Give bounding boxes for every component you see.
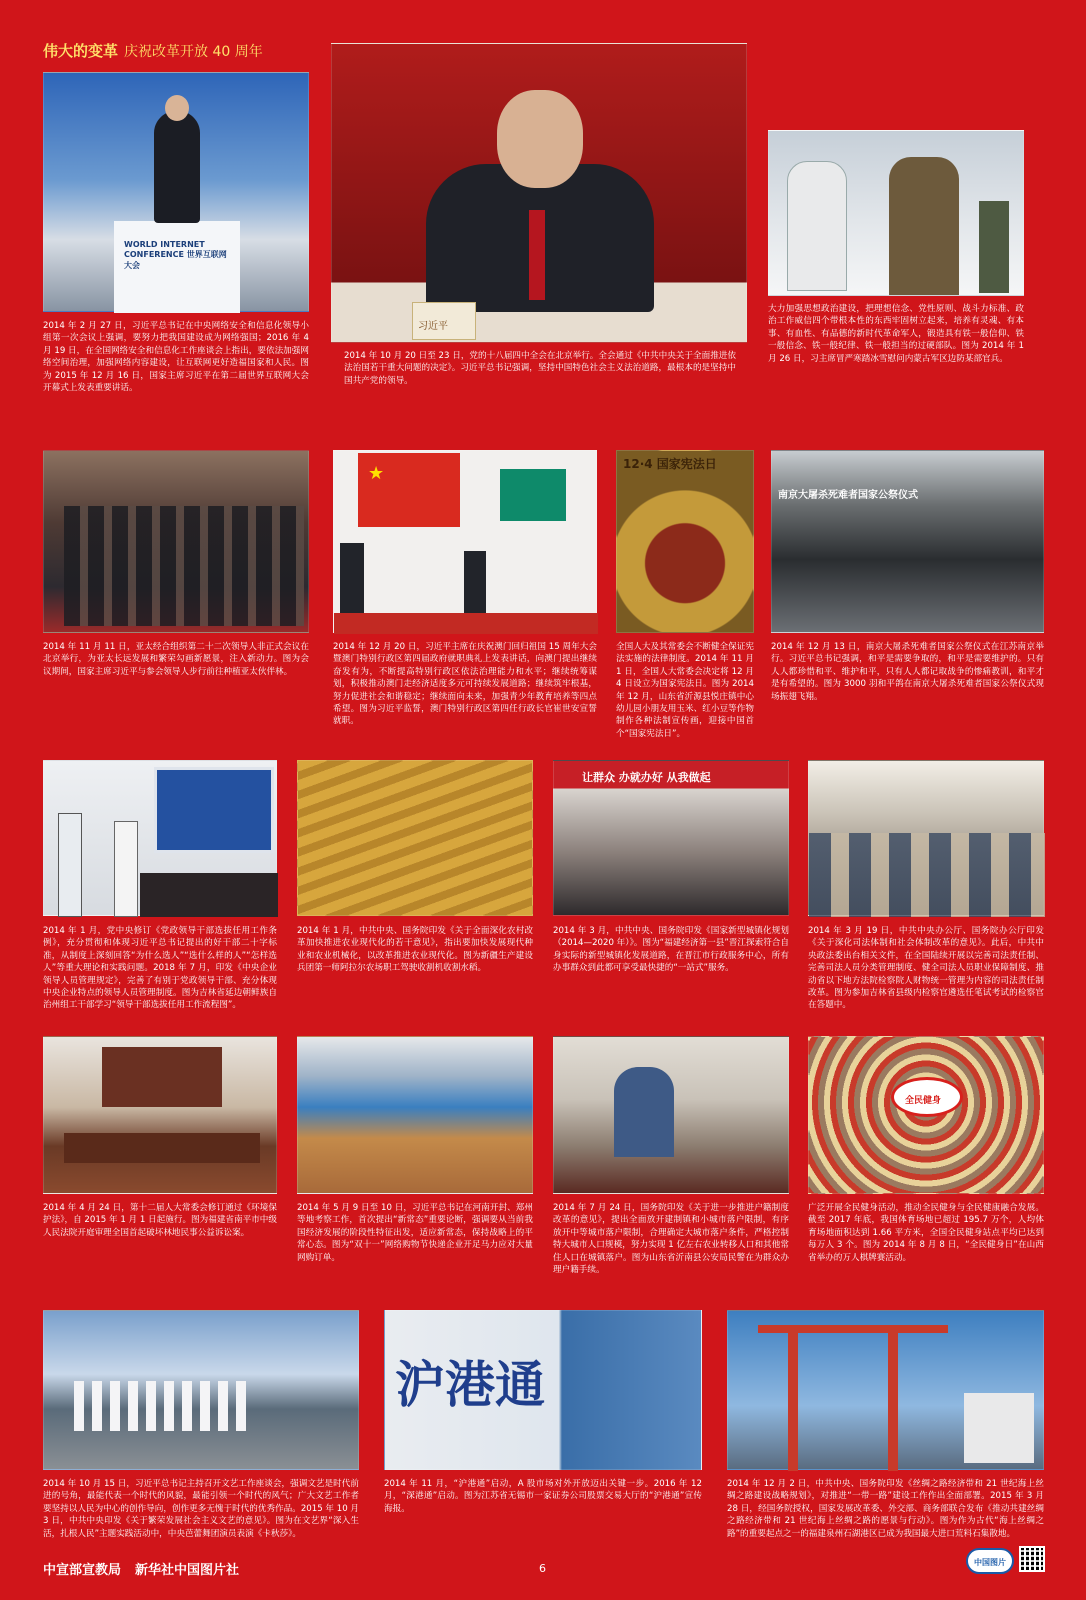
page-title: 伟大的变革 xyxy=(43,42,119,60)
caption-nanjing: 2014 年 12 月 13 日，南京大屠杀死难者国家公祭仪式在江苏南京举行。习近平总书记强调，和平是需要争取的，和平是需要维护的。只有人人都珍惜和平、维护和平，只有人人都记取战争的惨痛教训，和平才是有希望的。图为 3000 羽和平鸽在南京大屠杀死难者国家公祭仪式现场振翅飞翔。 xyxy=(771,642,1044,702)
page-number: 6 xyxy=(539,1562,546,1575)
photo-service-center xyxy=(553,760,789,916)
page-header xyxy=(43,40,263,61)
caption-agriculture: 2014 年 1 月，中共中央、国务院印发《关于全面深化农村改革加快推进农业现代化的若干意见》，指出要加快发展现代种业和农业机械化，以改革推进农业现代化。图为新疆生产建设兵团第一师阿拉尔农场职工驾驶收割机收割水稻。 xyxy=(297,926,533,974)
caption-internet: 2014 年 2 月 27 日，习近平总书记在中央网络安全和信息化领导小组第一次会议上强调，要努力把我国建设成为网络强国；2016 年 4 月 19 日，在全国网络安全和信息化工作座谈会上指出，要依法加强网络空间治理，加强网络内容建设，让互联网更好造福国家和人民。图为 2015 年 12 月 16 日，国家主席习近平在第二届世界互联网大会开幕式上发表重要讲话。 xyxy=(43,321,309,394)
photo-world-internet-conference xyxy=(43,72,309,312)
photo-caption-label: WORLD INTERNET CONFERENCE 世界互联网大会 xyxy=(124,240,227,270)
caption-constitution: 全国人大及其常委会不断健全保证宪法实施的法律制度。2014 年 11 月 1 日，全国人大常委会决定将 12 月 4 日设立为国家宪法日。图为 2014 年 12 月，山东省沂源县悦庄镇中心幼儿园小朋友用玉米、红小豆等作物制作各种法制宣传画，迎接中国首个“国家宪法日”。 xyxy=(616,642,754,739)
photo-border-troops xyxy=(768,130,1024,296)
photo-caption-label: 沪港通 xyxy=(395,1356,545,1414)
photo-caption-label: 让群众 办就办好 从我做起 xyxy=(582,771,711,784)
caption-macau: 2014 年 12 月 20 日，习近平主席在庆祝澳门回归祖国 15 周年大会暨澳门特别行政区第四届政府就职典礼上发表讲话，向澳门提出继续奋发有为，不断提高特别行政区依法治理能力和水平；继续统筹谋划，积极推动澳门走经济适度多元可持续发展道路；继续筑牢根基，努力促进社会和谐稳定；继续面向未来，加强青少年教育培养等四点希望。图为习近平监誓，澳门特别行政区第四任行政长官崔世安宣誓就职。 xyxy=(333,642,597,727)
caption-environment-law: 2014 年 4 月 24 日，第十二届人大常委会修订通过《环境保护法》，自 2015 年 1 月 1 日起施行。图为福建省南平市中级人民法院开庭审理全国首起破坏林地民事公益诉讼案。 xyxy=(43,1203,277,1238)
caption-apec: 2014 年 11 月 11 日，亚太经合组织第二十二次领导人非正式会议在北京举行，为亚太长远发展和繁荣勾画新愿景，注入新动力。图为会议期间，国家主席习近平与参会领导人步行前往种植亚太伙伴林。 xyxy=(43,642,309,677)
photo-rice-harvest xyxy=(297,760,533,916)
caption-fitness: 广泛开展全民健身活动，推动全民健身与全民健康融合发展。截至 2017 年底，我国体育场地已超过 195.7 万个，人均体育场地面积达到 1.66 平方米，全国全民健身站点平均已达到每万人 3 个。图为 2014 年 8 月 8 日，“全民健身日”在山西省举办的万人棋牌赛活动。 xyxy=(808,1203,1044,1263)
photo-prosecutor-exam xyxy=(808,760,1044,916)
photo-fourth-plenum xyxy=(331,43,747,343)
photo-caption-label: 全民健身 xyxy=(905,1096,942,1106)
photo-apec-leaders xyxy=(43,450,309,633)
caption-belt-road: 2014 年 12 月 2 日，中共中央、国务院印发《丝绸之路经济带和 21 世纪海上丝绸之路建设战略规划》，对推进“一带一路”建设工作作出全面部署。2015 年 3 月 28 日，经国务院授权，国家发展改革委、外交部、商务部联合发布《推动共建丝绸之路经济带和 21 世纪海上丝绸之路的愿景与行动》。图为作为古代“海上丝绸之路”的重要起点之一的福建泉州石湖港区已成为我国最大进口荒料石集散地。 xyxy=(727,1479,1044,1539)
footer-org-1: 中宣部宣教局 xyxy=(43,1563,122,1578)
photo-household-registration xyxy=(553,1036,789,1194)
caption-new-normal: 2014 年 5 月 9 日至 10 日，习近平总书记在河南开封、郑州等地考察工作，首次提出“新常态”重要论断，强调要从当前我国经济发展的阶段性特征出发，适应新常态，保持战略上的平常心态。图为“双十一”网络购物节快递企业开足马力应对大量网购订单。 xyxy=(297,1203,533,1263)
photo-caption-label: 南京大屠杀死难者国家公祭仪式 xyxy=(778,490,918,501)
photo-caption-label: 12·4 国家宪法日 xyxy=(623,457,717,471)
photo-chess-event xyxy=(808,1036,1044,1194)
caption-hukou: 2014 年 7 月 24 日，国务院印发《关于进一步推进户籍制度改革的意见》，提出全面放开建制镇和小城市落户限制，有序放开中等城市落户限制，合理确定大城市落户条件，严格控制特大城市人口规模，努力实现 1 亿左右农业转移人口和其他常住人口在城镇落户。图为山东省沂南县公安局民警在为群众办理户籍手续。 xyxy=(553,1203,789,1276)
photo-express-warehouse xyxy=(297,1036,533,1194)
footer-credits xyxy=(43,1559,239,1578)
caption-stock-connect: 2014 年 11 月，“沪港通”启动，A 股市场对外开放迈出关键一步。2016 年 12 月，“深港通”启动。图为江苏省无锡市一家证券公司股票交易大厅的“沪港通”宣传海报。 xyxy=(384,1479,702,1514)
caption-rule-of-law: 2014 年 10 月 20 日至 23 日，党的十八届四中全会在北京举行。全会通过《中共中央关于全面推进依法治国若干重大问题的决定》。习近平总书记强调，坚持中国特色社会主义法治道路，最根本的是坚持中国共产党的领导。 xyxy=(344,351,736,386)
photo-constitution-day xyxy=(616,450,754,633)
caption-judicial: 2014 年 3 月 19 日，中共中央办公厅、国务院办公厅印发《关于深化司法体制和社会体制改革的意见》。此后，中共中央政法委出台相关文件，在全国陆续开展以完善司法责任制、完善司法人员分类管理制度、健全司法人员职业保障制度、推动省以下地方法院检察院人财物统一管理为内容的司法责任制改革。图为参加吉林省县级内检察官遴选任笔试考试的检察官在答题中。 xyxy=(808,926,1044,1011)
photo-cadre-selection xyxy=(43,760,277,916)
china-images-logo-icon: 中国图片 xyxy=(966,1548,1014,1574)
caption-cadre: 2014 年 1 月，党中央修订《党政领导干部选拔任用工作条例》，充分贯彻和体现习近平总书记提出的好干部二十字标准，从制度上深刻回答“为什么选人”“选什么样的人”“怎样选人”等重大理论和实践问题。2018 年 7 月，印发《中央企业领导人员管理规定》，完善了有别于党政领导干部、充分体现中央企业特点的领导人员管理制度。图为吉林省延边朝鲜族自治州组工干部学习“领导干部选拔任用工作流程图”。 xyxy=(43,926,277,1011)
footer-org-2: 新华社中国图片社 xyxy=(135,1563,240,1578)
photo-port-cranes xyxy=(727,1310,1044,1470)
qr-code-icon[interactable] xyxy=(1019,1546,1045,1572)
caption-arts: 2014 年 10 月 15 日，习近平总书记主持召开文艺工作座谈会，强调文艺是时代前进的号角，最能代表一个时代的风貌，最能引领一个时代的风气；广大文艺工作者要坚持以人民为中心的创作导向，创作更多无愧于时代的优秀作品。2015 年 10 月 3 日，中共中央印发《关于繁荣发展社会主义文艺的意见》。图为在文艺界“深入生活，扎根人民”主题实践活动中，中央芭蕾舞团演员表演《卡秋莎》。 xyxy=(43,1479,360,1539)
star-icon: ★ xyxy=(368,463,385,484)
photo-macau-ceremony xyxy=(333,450,597,633)
caption-army: 大力加强思想政治建设，把理想信念、党性原则、战斗力标准、政治工作威信四个带根本性的东西牢固树立起来，培养有灵魂、有本事、有血性、有品德的新时代革命军人，锻造具有铁一般信仰、铁一般信念、铁一般纪律、铁一般担当的过硬部队。图为 2014 年 1 月 26 日，习主席冒严寒踏冰雪慰问内蒙古军区边防某部官兵。 xyxy=(768,304,1024,364)
photo-ballet xyxy=(43,1310,359,1470)
page-subtitle: 庆祝改革开放 40 周年 xyxy=(124,44,263,60)
photo-caption-label: 习近平 xyxy=(418,321,448,332)
photo-shanghai-hk-connect xyxy=(384,1310,702,1470)
photo-nanjing-memorial xyxy=(771,450,1044,633)
photo-courtroom xyxy=(43,1036,277,1194)
caption-urbanization: 2014 年 3 月，中共中央、国务院印发《国家新型城镇化规划（2014—2020 年）》。图为“福建经济第一县”晋江探索符合自身实际的新型城镇化发展道路，在晋江市行政服务中心，所有办事群众到此都可享受最快捷的“一站式”服务。 xyxy=(553,926,789,974)
